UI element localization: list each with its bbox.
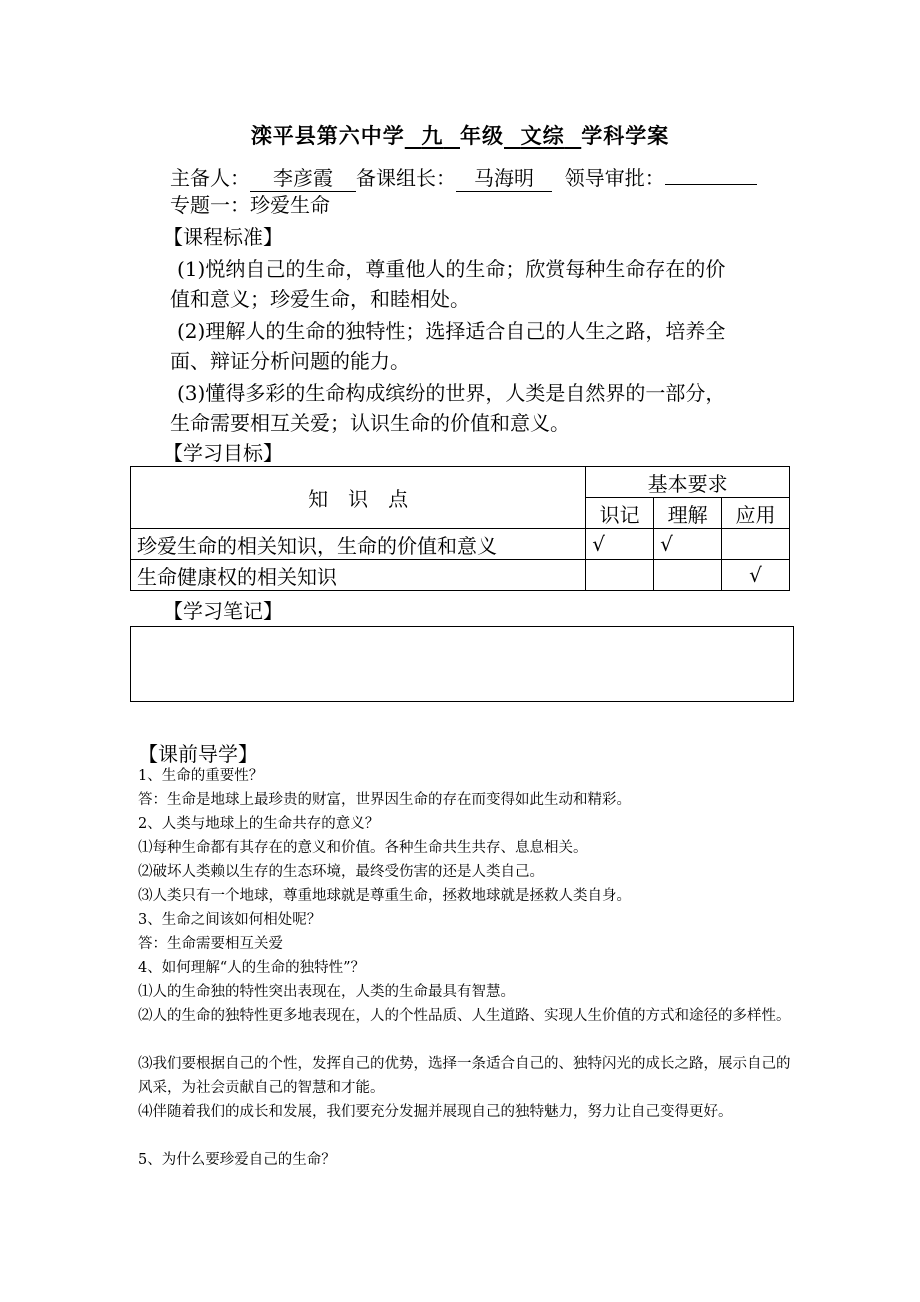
grade-suffix: 年级 [460,123,504,148]
check-mark: √ [586,529,654,560]
table-row [131,560,790,591]
check-mark [586,560,654,591]
prep-line [170,158,757,193]
table-header-row [131,467,790,498]
grade-value: 九 [421,123,444,148]
requirements-header: 基本要求 [586,467,790,498]
answer-line: ⑶人类只有一个地球，尊重地球就是尊重生命，拯救地球就是拯救人类自身。 [138,888,631,904]
standards-heading: 【课程标准】 [163,225,283,249]
standard-line: (3)懂得多彩的生命构成缤纷的世界，人类是自然界的一部分， [177,381,726,405]
col-apply: 应用 [722,498,790,529]
question-line: 5、为什么要珍爱自己的生命？ [138,1152,336,1168]
answer-line: ⑴人的生命独的特性突出表现在，人类的生命最具有智慧。 [138,984,515,1000]
preview-heading: 【课前导学】 [138,742,258,766]
check-mark [654,560,722,591]
standard-line: (2)理解人的生命的独特性；选择适合自己的人生之路，培养全 [177,319,726,343]
knowledge-header: 知 识 点 [131,467,586,529]
check-mark: √ [722,560,790,591]
answer-line: ⑵破坏人类赖以生存的生态环境，最终受伤害的还是人类自己。 [138,864,544,880]
approval-label: 领导审批： [564,166,665,190]
question-line: 2、人类与地球上的生命共存的意义？ [138,816,380,832]
standard-line: 面、辩证分析问题的能力。 [170,349,410,373]
goals-heading: 【学习目标】 [163,441,283,465]
notes-box[interactable] [130,626,794,702]
check-mark: √ [654,529,722,560]
question-line: 4、如何理解“人的生命的独特性”？ [138,960,366,976]
answer-line: 答：生命是地球上最珍贵的财富，世界因生命的存在而变得如此生动和精彩。 [138,792,631,808]
subject-value: 文综 [520,123,565,148]
notes-heading: 【学习笔记】 [163,599,283,623]
answer-line: ⑶我们要根据自己的个性，发挥自己的优势，选择一条适合自己的、独特闪光的成长之路，展示自己的风采，为社会贡献自己的智慧和才能。 [138,1056,791,1096]
group-leader-label: 备课组长： [356,166,456,190]
question-line: 3、生命之间该如何相处呢？ [138,912,322,928]
question-line: 1、生命的重要性？ [138,768,264,784]
topic-title: 专题一：珍爱生命 [170,193,330,217]
subject-suffix: 学科学案 [581,123,670,148]
answer-line: 答：生命需要相互关爱 [138,936,283,952]
knowledge-item: 珍爱生命的相关知识，生命的价值和意义 [131,529,586,560]
table-row [131,529,790,560]
answer-line: ⑵人的生命的独特性更多地表现在，人的个性品质、人生道路、实现人生价值的方式和途径的多样性。 [138,1008,791,1024]
col-understand: 理解 [654,498,722,529]
col-memorize: 识记 [586,498,654,529]
preparer-label: 主备人： [170,166,250,190]
standard-line: 生命需要相互关爱；认识生命的价值和意义。 [170,411,570,435]
check-mark [722,529,790,560]
school-name: 滦平县第六中学 [250,123,405,148]
standard-line: 值和意义；珍爱生命，和睦相处。 [170,287,470,311]
preparer-name: 李彦霞 [250,165,356,192]
answer-line: ⑷伴随着我们的成长和发展，我们要充分发掘并展现自己的独特魅力，努力让自己变得更好。 [138,1104,733,1120]
approval-field [665,158,757,185]
standard-line: (1)悦纳自己的生命，尊重他人的生命；欣赏每种生命存在的价 [177,257,726,281]
answer-line: ⑴每种生命都有其存在的意义和价值。各种生命共生共存、息息相关。 [138,840,588,856]
group-leader-name: 马海明 [456,165,552,192]
document-title [0,120,920,150]
goals-table [130,466,790,591]
knowledge-item: 生命健康权的相关知识 [131,560,586,591]
